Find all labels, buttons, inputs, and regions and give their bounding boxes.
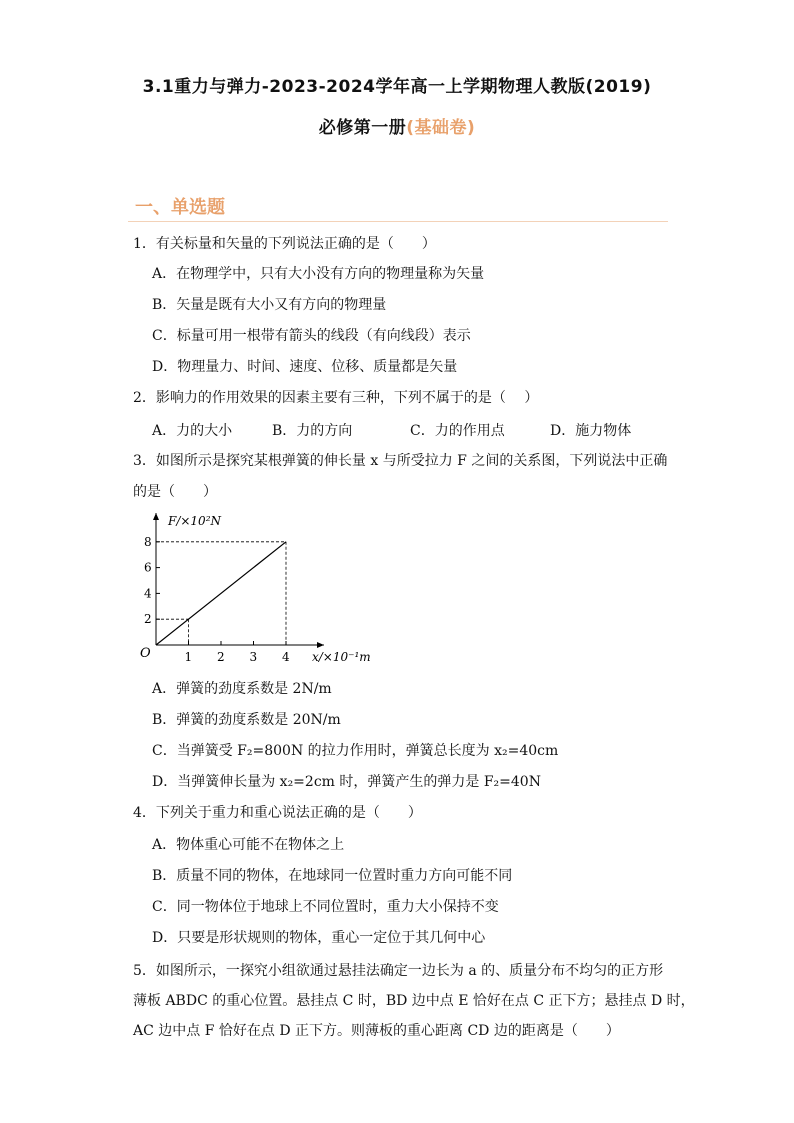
origin-label: O	[140, 646, 151, 661]
question-3-option-b: B．弹簧的劲度系数是 20N/m	[152, 712, 341, 728]
title-subtitle: (基础卷)	[406, 118, 476, 138]
document-title-line1: 3.1重力与弹力-2023-2024学年高一上学期物理人教版(2019)	[142, 77, 652, 97]
question-2-option-a: A．力的大小	[152, 423, 233, 439]
y-tick-label: 8	[144, 534, 152, 549]
x-tick-label: 4	[282, 650, 290, 664]
question-4-option-c: C．同一物体位于地球上不同位置时，重力大小保持不变	[152, 899, 499, 915]
data-line	[156, 542, 286, 645]
question-1-option-a: A．在物理学中，只有大小没有方向的物理量称为矢量	[152, 266, 485, 282]
x-tick-label: 1	[184, 650, 193, 664]
question-1-option-c: C．标量可用一根带有箭头的线段（有向线段）表示	[152, 328, 471, 344]
section-divider	[128, 221, 668, 222]
question-5-stem-line1: 5．如图所示，一探究小组欲通过悬挂法确定一边长为 a 的、质量分布不均匀的正方形	[133, 963, 664, 979]
question-4-option-b: B．质量不同的物体，在地球同一位置时重力方向可能不同	[152, 868, 513, 884]
document-title-line2	[0, 113, 794, 138]
y-tick-label: 4	[144, 586, 152, 601]
question-2-option-d: D．施力物体	[550, 423, 632, 439]
x-axis-label: x/×10⁻¹m	[312, 650, 371, 664]
question-3-option-c: C．当弹簧受 F₂=800N 的拉力作用时，弹簧总长度为 x₂=40cm	[152, 743, 559, 759]
y-axis-label: F/×10²N	[168, 514, 222, 528]
question-3-stem-line1: 3．如图所示是探究某根弹簧的伸长量 x 与所受拉力 F 之间的关系图，下列说法中正确	[133, 453, 668, 469]
question-2-option-b: B．力的方向	[272, 423, 353, 439]
question-2-stem: 2．影响力的作用效果的因素主要有三种，下列不属于的是（ ）	[133, 390, 539, 406]
question-1-option-d: D．物理量力、时间、速度、位移、质量都是矢量	[152, 359, 458, 375]
question-3-stem-line2: 的是（ ）	[133, 484, 217, 500]
question-5-stem-line3: AC 边中点 F 恰好在点 D 正下方。则薄板的重心距离 CD 边的距离是（ ）	[133, 1023, 620, 1039]
question-2-option-c: C．力的作用点	[410, 423, 505, 439]
section-heading: 一、单选题	[135, 197, 225, 218]
question-1-stem: 1．有关标量和矢量的下列说法正确的是（ ）	[133, 236, 436, 252]
question-4-option-d: D．只要是形状规则的物体，重心一定位于其几何中心	[152, 930, 486, 946]
x-tick-label: 3	[249, 650, 258, 664]
question-4-stem: 4．下列关于重力和重心说法正确的是（ ）	[133, 805, 422, 821]
title-main: 必修第一册	[318, 118, 407, 138]
x-tick-label: 2	[217, 650, 225, 664]
y-axis-arrow	[153, 513, 159, 520]
y-tick-label: 6	[144, 560, 152, 575]
question-3-option-d: D．当弹簧伸长量为 x₂=2cm 时，弹簧产生的弹力是 F₂=40N	[152, 774, 541, 790]
question-1-option-b: B．矢量是既有大小又有方向的物理量	[152, 297, 387, 313]
y-tick-label: 2	[144, 612, 152, 627]
question-5-stem-line2: 薄板 ABDC 的重心位置。悬挂点 C 时，BD 边中点 E 恰好在点 C 正下方；悬挂点 D 时，	[133, 993, 695, 1009]
question-4-option-a: A．物体重心可能不在物体之上	[152, 837, 345, 853]
question-3-option-a: A．弹簧的劲度系数是 2N/m	[152, 681, 332, 697]
x-axis-arrow	[317, 642, 324, 648]
spring-force-graph	[128, 505, 378, 670]
